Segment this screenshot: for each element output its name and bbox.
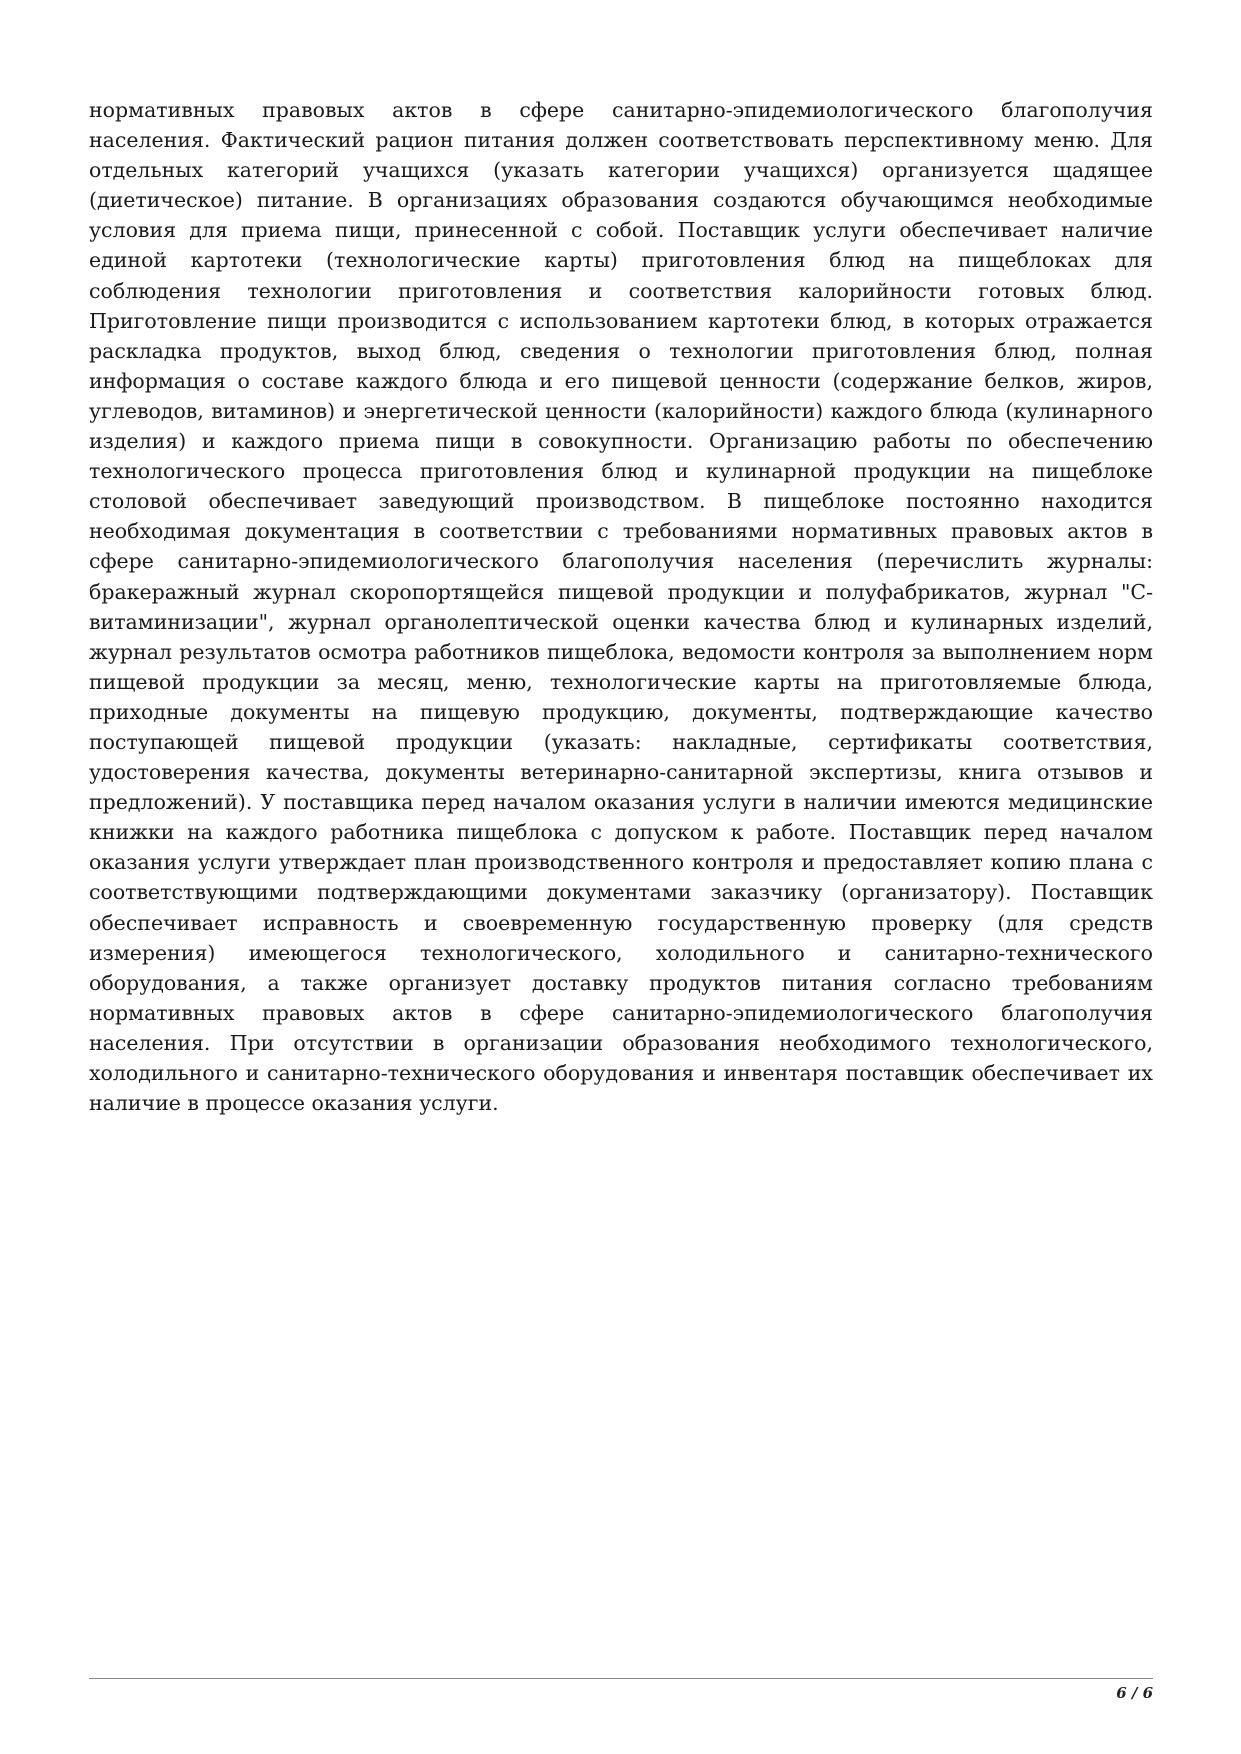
document-body (89, 95, 1153, 1118)
body-paragraph: нормативных правовых актов в сфере санитарно-эпидемиологического благополучия населения. Фактический рацион питания должен соответствовать перспективному меню. Для отдельных категорий учащихся (указать категории учащихся) организуется щадящее (диетическое) питание. В организациях образования создаются обучающимся необходимые условия для приема пищи, принесенной с собой. Поставщик услуги обеспечивает наличие единой картотеки (технологические карты) приготовления блюд на пищеблоках для соблюдения технологии приготовления и соответствия калорийности готовых блюд. Приготовление пищи производится с использованием картотеки блюд, в которых отражается раскладка продуктов, выход блюд, сведения о технологии приготовления блюд, полная информация о составе каждого блюда и его пищевой ценности (содержание белков, жиров, углеводов, витаминов) и энергетической ценности (калорийности) каждого блюда (кулинарного изделия) и каждого приема пищи в совокупности. Организацию работы по обеспечению технологического процесса приготовления блюд и кулинарной продукции на пищеблоке столовой обеспечивает заведующий производством. В пищеблоке постоянно находится необходимая документация в соответствии с требованиями нормативных правовых актов в сфере санитарно-эпидемиологического благополучия населения (перечислить журналы: бракеражный журнал скоропортящейся пищевой продукции и полуфабрикатов, журнал "С-витаминизации", журнал органолептической оценки качества блюд и кулинарных изделий, журнал результатов осмотра работников пищеблока, ведомости контроля за выполнением норм пищевой продукции за месяц, меню, технологические карты на приготовляемые блюда, приходные документы на пищевую продукцию, документы, подтверждающие качество поступающей пищевой продукции (указать: накладные, сертификаты соответствия, удостоверения качества, документы ветеринарно-санитарной экспертизы, книга отзывов и предложений). У поставщика перед началом оказания услуги в наличии имеются медицинские книжки на каждого работника пищеблока с допуском к работе. Поставщик перед началом оказания услуги утверждает план производственного контроля и предоставляет копию плана с соответствующими подтверждающими документами заказчику (организатору). Поставщик обеспечивает исправность и своевременную государственную проверку (для средств измерения) имеющегося технологического, холодильного и санитарно-технического оборудования, а также организует доставку продуктов питания согласно требованиям нормативных правовых актов в сфере санитарно-эпидемиологического благополучия населения. При отсутствии в организации образования необходимого технологического, холодильного и санитарно-технического оборудования и инвентаря поставщик обеспечивает их наличие в процессе оказания услуги. (89, 98, 1153, 1116)
footer-divider (89, 1678, 1153, 1679)
page-number: 6 / 6 (1116, 1684, 1153, 1702)
